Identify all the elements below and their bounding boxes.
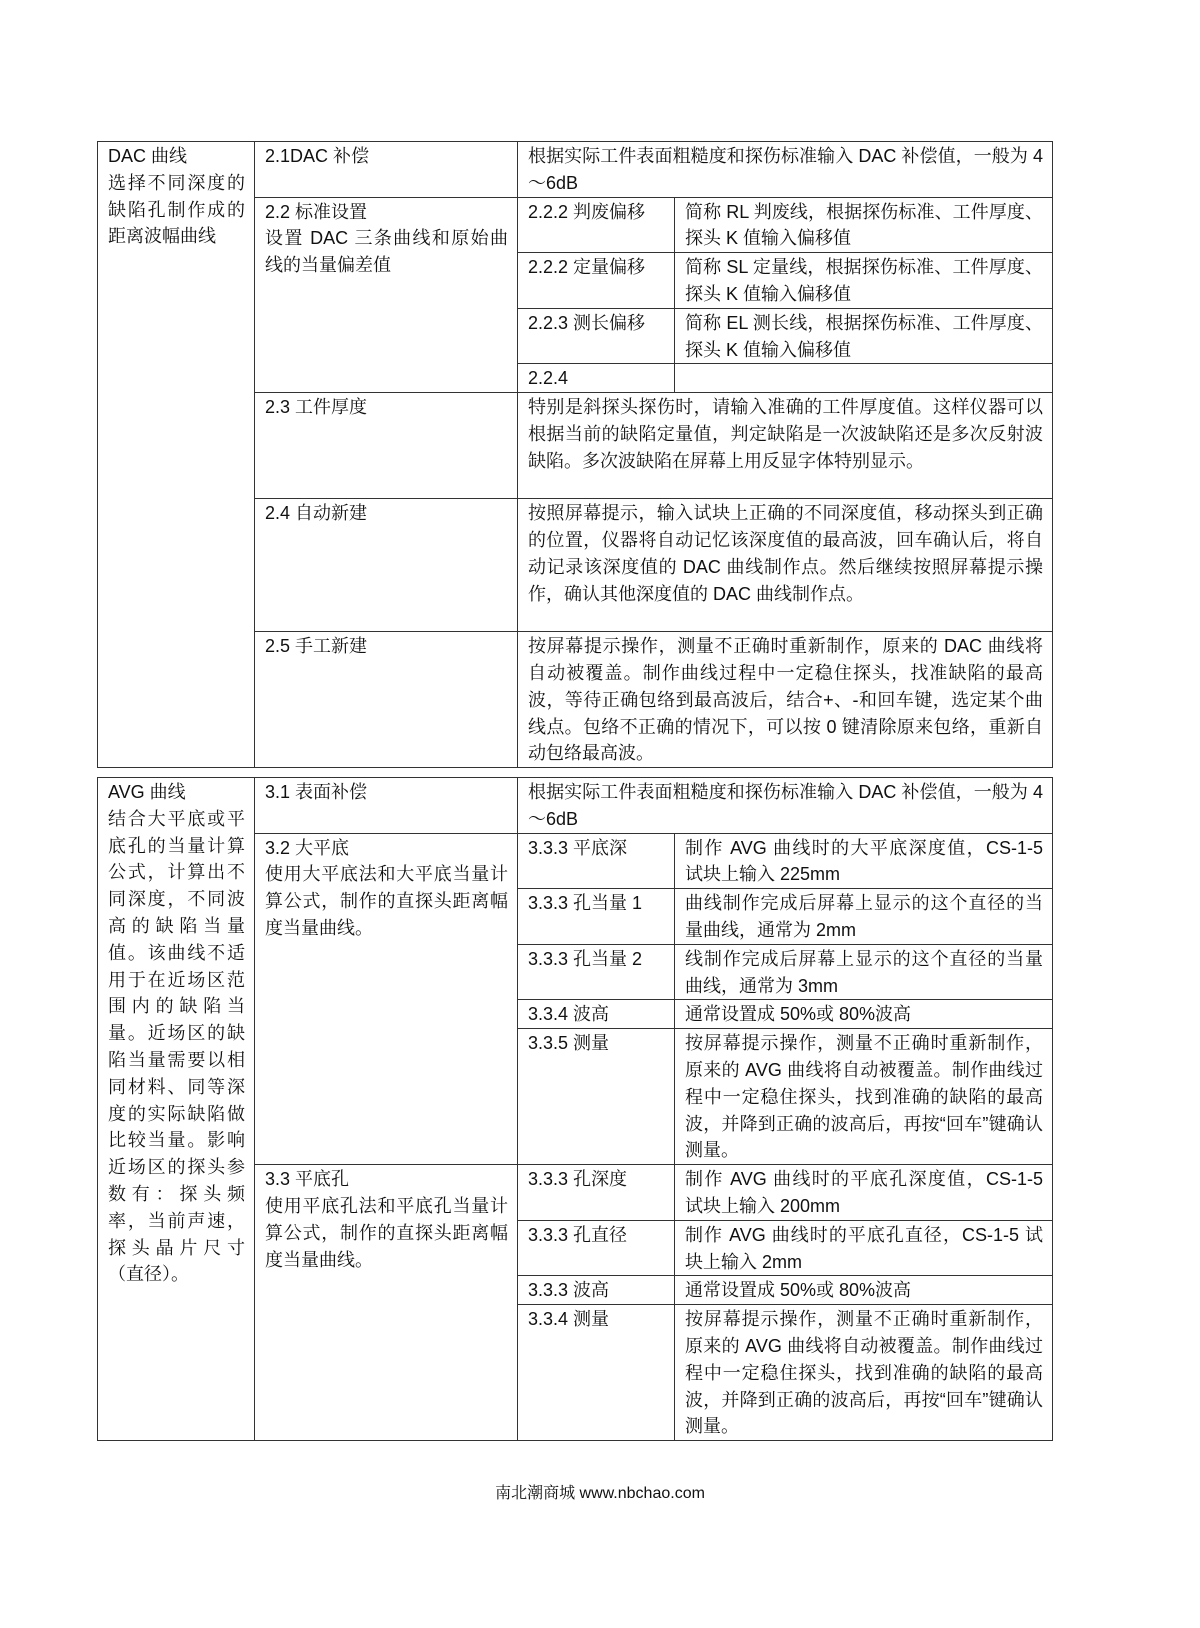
section-title: DAC 曲线	[108, 146, 188, 166]
row-label: 3.2 大平底	[265, 837, 350, 858]
row-label-cell	[255, 197, 518, 393]
row-desc: 使用大平底法和大平底当量计算公式，制作的直探头距离幅度当量曲线。	[265, 864, 508, 938]
row-text: 按屏幕提示操作，测量不正确时重新制作，原来的 DAC 曲线将自动被覆盖。制作曲线过程中一定稳住探头，找准缺陷的最高波，等待正确包络到最高波后，结合+、-和回车键，选定某个曲线点。包络不正确的情况下，可以按 0 键清除原来包络，重新自动包络最高波。	[518, 632, 1053, 768]
row-label-cell	[255, 1165, 518, 1441]
row-label: 3.3 平底孔	[265, 1169, 350, 1190]
sub-text: 制作 AVG 曲线时的大平底深度值，CS-1-5 试块上输入 225mm	[675, 833, 1053, 889]
row-label: 2.4 自动新建	[255, 499, 518, 632]
sub-label: 2.2.4	[518, 364, 675, 393]
sub-label: 2.2.2 判废偏移	[518, 197, 675, 253]
row-label: 2.2 标准设置	[265, 201, 368, 222]
section-desc: 选择不同深度的缺陷孔制作成的距离波幅曲线	[108, 172, 245, 247]
row-label: 2.1DAC 补偿	[255, 142, 518, 198]
sub-text: 简称 EL 测长线，根据探伤标准、工件厚度、探头 K 值输入偏移值	[675, 308, 1053, 364]
row-text: 按照屏幕提示，输入试块上正确的不同深度值，移动探头到正确的位置，仪器将自动记忆该深度值的最高波，回车确认后，将自动记录该深度值的 DAC 曲线制作点。然后继续按照屏幕提示操作，确认其他深度值的 DAC 曲线制作点。	[518, 499, 1053, 632]
row-label: 3.1 表面补偿	[255, 778, 518, 834]
sub-text: 线制作完成后屏幕上显示的这个直径的当量曲线，通常为 3mm	[675, 944, 1053, 1000]
dac-section-cell	[98, 142, 255, 768]
avg-section-cell	[98, 778, 255, 1441]
sub-label: 2.2.2 定量偏移	[518, 253, 675, 309]
sub-label: 3.3.4 波高	[518, 1000, 675, 1029]
sub-text: 按屏幕提示操作，测量不正确时重新制作，原来的 AVG 曲线将自动被覆盖。制作曲线过程中一定稳住探头，找到准确的缺陷的最高波，并降到正确的波高后，再按“回车”键确认测量。	[675, 1029, 1053, 1165]
row-label: 2.3 工件厚度	[255, 393, 518, 499]
sub-label: 3.3.3 平底深	[518, 833, 675, 889]
sub-label: 3.3.3 波高	[518, 1276, 675, 1305]
row-text: 特别是斜探头探伤时，请输入准确的工件厚度值。这样仪器可以根据当前的缺陷定量值，判定缺陷是一次波缺陷还是多次反射波缺陷。多次波缺陷在屏幕上用反显字体特别显示。	[518, 393, 1053, 499]
row-text: 根据实际工件表面粗糙度和探伤标准输入 DAC 补偿值，一般为 4～6dB	[518, 778, 1053, 834]
sub-text: 制作 AVG 曲线时的平底孔深度值，CS-1-5 试块上输入 200mm	[675, 1165, 1053, 1221]
sub-text	[675, 364, 1053, 393]
row-label-cell	[255, 833, 518, 1165]
sub-text: 通常设置成 50%或 80%波高	[675, 1276, 1053, 1305]
sub-label: 3.3.3 孔当量 1	[518, 889, 675, 945]
sub-label: 3.3.5 测量	[518, 1029, 675, 1165]
sub-text: 通常设置成 50%或 80%波高	[675, 1000, 1053, 1029]
section-title: AVG 曲线	[108, 782, 186, 802]
sub-label: 2.2.3 测长偏移	[518, 308, 675, 364]
sub-text: 制作 AVG 曲线时的平底孔直径，CS-1-5 试块上输入 2mm	[675, 1220, 1053, 1276]
sub-label: 3.3.3 孔直径	[518, 1220, 675, 1276]
sub-label: 3.3.3 孔当量 2	[518, 944, 675, 1000]
row-desc: 使用平底孔法和平底孔当量计算公式，制作的直探头距离幅度当量曲线。	[265, 1195, 508, 1270]
row-desc: 设置 DAC 三条曲线和原始曲线的当量偏差值	[265, 228, 508, 276]
sub-text: 按屏幕提示操作，测量不正确时重新制作，原来的 AVG 曲线将自动被覆盖。制作曲线过程中一定稳住探头，找到准确的缺陷的最高波，并降到正确的波高后，再按“回车”键确认测量。	[675, 1305, 1053, 1441]
row-text: 根据实际工件表面粗糙度和探伤标准输入 DAC 补偿值，一般为 4～6dB	[518, 142, 1053, 198]
sub-text: 曲线制作完成后屏幕上显示的这个直径的当量曲线，通常为 2mm	[675, 889, 1053, 945]
section-desc: 结合大平底或平底孔的当量计算公式，计算出不同深度，不同波高的缺陷当量值。该曲线不适用于在近场区范围内的缺陷当量。近场区的缺陷当量需要以相同材料、同等深度的实际缺陷做比较当量。影响近场区的探头参数有：探头频率，当前声速，探头晶片尺寸（直径）。	[108, 808, 245, 1285]
sub-text: 简称 RL 判废线，根据探伤标准、工件厚度、探头 K 值输入偏移值	[675, 197, 1053, 253]
row-label: 2.5 手工新建	[255, 632, 518, 768]
avg-table	[97, 777, 1053, 1441]
page-footer: 南北潮商城 www.nbchao.com	[495, 1485, 705, 1502]
sub-label: 3.3.4 测量	[518, 1305, 675, 1441]
sub-text: 简称 SL 定量线，根据探伤标准、工件厚度、探头 K 值输入偏移值	[675, 253, 1053, 309]
sub-label: 3.3.3 孔深度	[518, 1165, 675, 1221]
dac-table	[97, 141, 1053, 768]
